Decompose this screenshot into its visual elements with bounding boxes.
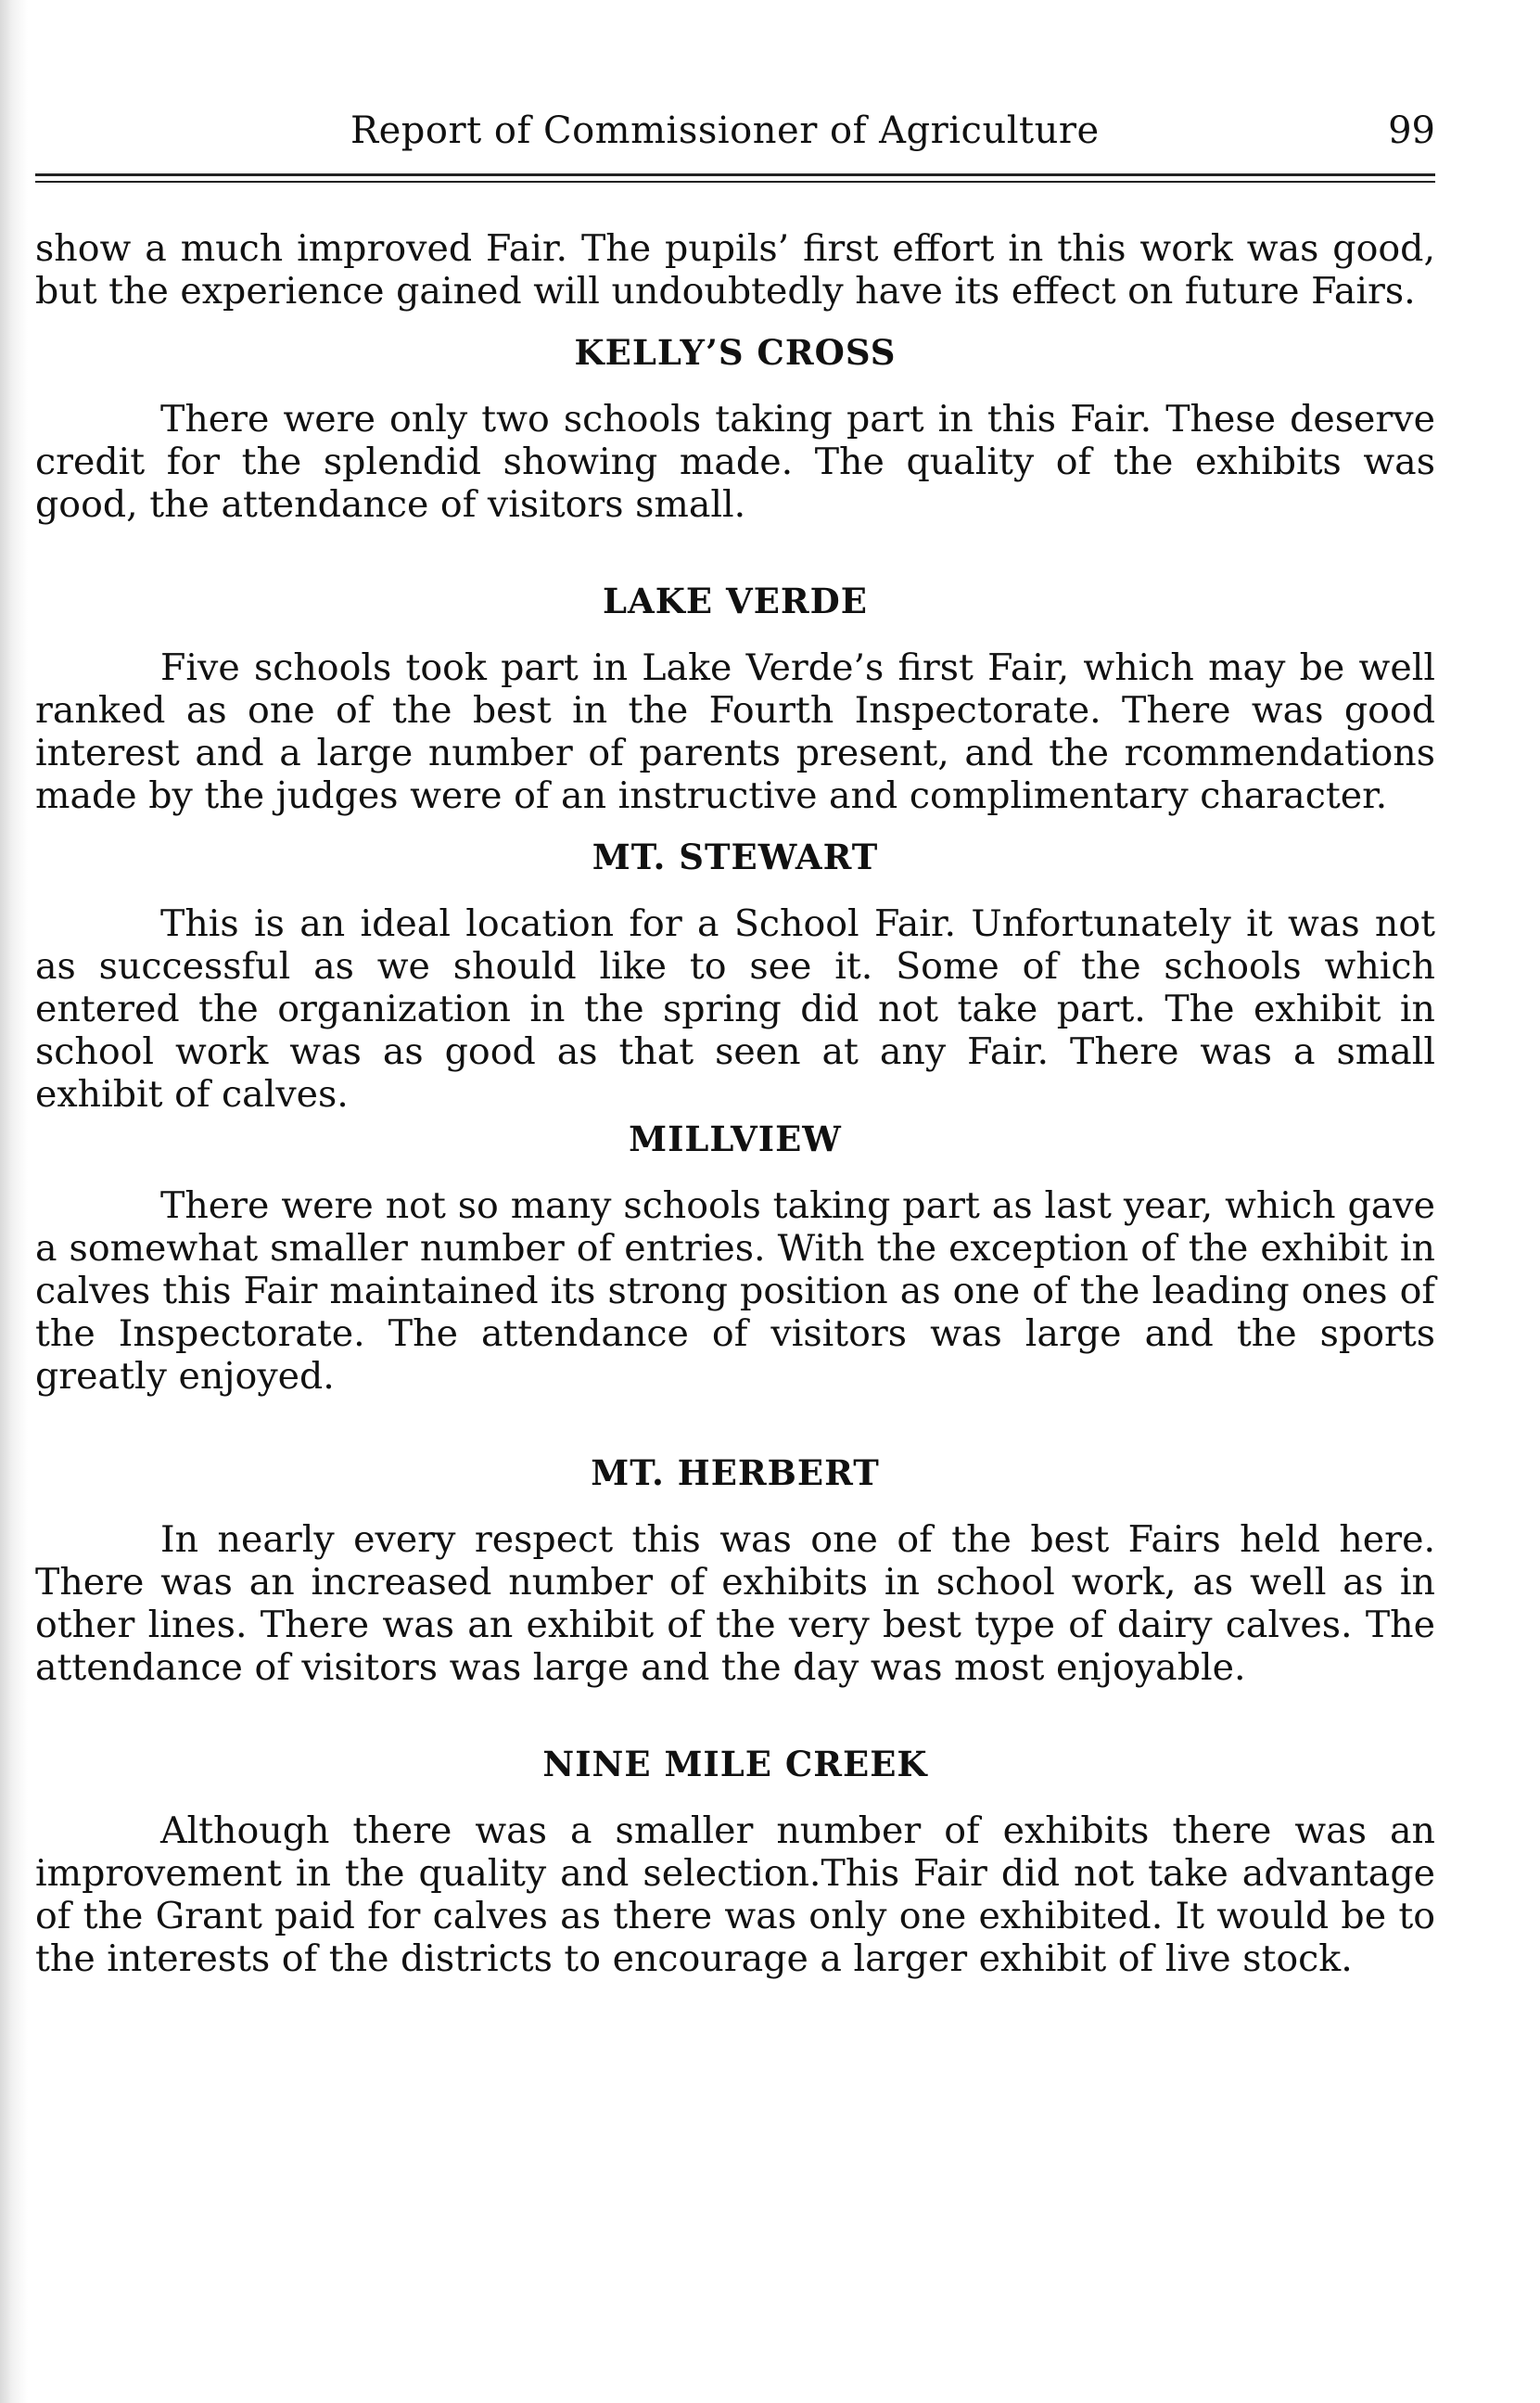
- page-body: [35, 227, 1435, 1980]
- section-heading-lake-verde: LAKE VERDE: [603, 581, 868, 621]
- section-heading-mt-stewart: MT. STEWART: [592, 837, 879, 877]
- running-title: Report of Commissioner of Agriculture: [350, 109, 1100, 152]
- section-text-lake-verde: Five schools took part in Lake Verde’s first Fair, which may be well ranked as one of the best in the Fourth Inspectorate. There was good interest and a large number of parents present, and the rcommendations made by the judges were of an instructive and complimentary character.: [35, 646, 1435, 817]
- section-heading-nine-mile-creek: NINE MILE CREEK: [542, 1744, 928, 1784]
- page-number: 99: [1388, 109, 1435, 152]
- section-text-millview: There were not so many schools taking part as last year, which gave a somewhat smaller number of entries. With the exception of the exhibit in calves this Fair maintained its strong position as one of the leading ones of the Inspectorate. The attendance of visitors was large and the sports greatly enjoyed.: [35, 1184, 1435, 1398]
- header-rule-secondary: [35, 181, 1435, 183]
- section-text-mt-stewart: This is an ideal location for a School Fair. Unfortunately it was not as successful as we should like to see it. Some of the schools which entered the organization in the spring did not take part. The exhibit in school work was as good as that seen at any Fair. There was a small exhibit of calves.: [35, 902, 1435, 1116]
- section-text-mt-herbert: In nearly every respect this was one of the best Fairs held here. There was an increased number of exhibits in school work, as well as in other lines. There was an exhibit of the very best type of dairy calves. The attendance of visitors was large and the day was most enjoyable.: [35, 1518, 1435, 1689]
- header-rule: [35, 173, 1435, 176]
- section-heading-kellys-cross: KELLY’S CROSS: [574, 332, 897, 373]
- intro-paragraph: show a much improved Fair. The pupils’ first effort in this work was good, but the experience gained will undoubtedly have its effect on future Fairs.: [35, 227, 1435, 313]
- section-heading-mt-herbert: MT. HERBERT: [591, 1452, 880, 1493]
- running-header: [35, 109, 1435, 174]
- section-heading-millview: MILLVIEW: [629, 1118, 842, 1159]
- section-text-kellys-cross: There were only two schools taking part in this Fair. These deserve credit for the splendid showing made. The quality of the exhibits was good, the attendance of visitors small.: [35, 398, 1435, 526]
- section-text-nine-mile-creek: Although there was a smaller number of exhibits there was an improvement in the quality and selection.This Fair did not take advantage of the Grant paid for calves as there was only one exhibited. It would be to the interests of the districts to encourage a larger exhibit of live stock.: [35, 1809, 1435, 1980]
